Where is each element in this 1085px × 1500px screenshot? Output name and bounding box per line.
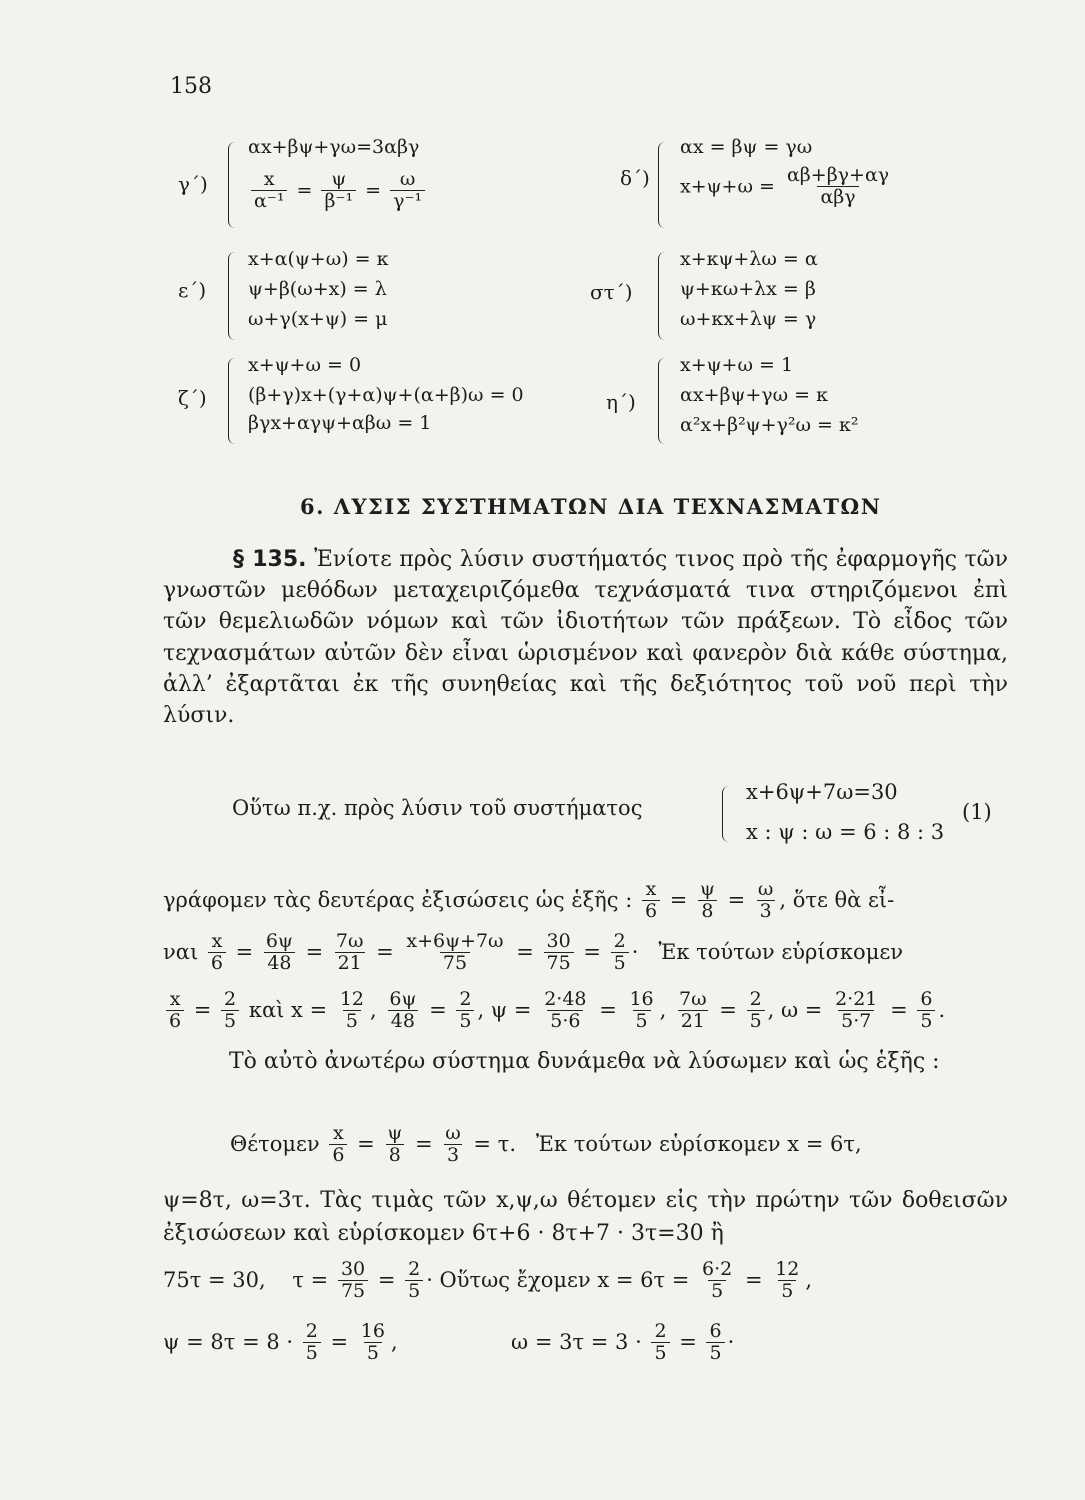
system-line: x+ψ+ω = $\frac{\alpha\beta+\beta\gamma+\alpha\gamma}{\text{αβγ}}$ [680, 164, 890, 208]
brace [658, 252, 665, 340]
system-label: στ΄) [590, 280, 633, 304]
system-label: δ΄) [620, 166, 650, 190]
math-line-5: 75τ = 30, τ = $\frac{30}{75}$ = $\frac{2}{5}$ · Οὕτως ἔχομεν x = 6τ = $\frac{6\cdot 2}{5}$ = $\frac{12}{5}$ , [163, 1258, 813, 1302]
text: Ἐκ τούτων εὑρίσκομεν [658, 939, 903, 964]
section-heading: 6. ΛΥΣΙΣ ΣΥΣΤΗΜΑΤΩΝ ΔΙΑ ΤΕΧΝΑΣΜΑΤΩΝ [300, 494, 882, 519]
paragraph-substitution: ψ=8τ, ω=3τ. Τὰς τιμὰς τῶν x,ψ,ω θέτομεν εἰς τὴν πρώτην τῶν δοθεισῶν ἐξισώσεων καὶ εὑρίσκομεν 6τ+6 · 8τ+7 · 3τ=30 ἢ [163, 1188, 1008, 1246]
system-line: x+κψ+λω = α [680, 248, 818, 270]
text: ψ = 8τ = 8 · [163, 1329, 294, 1354]
text: Οὕτως ἔχομεν x = 6τ = [439, 1267, 690, 1292]
example-intro: Οὕτω π.χ. πρὸς λύσιν τοῦ συστήματος [232, 796, 643, 820]
brace [722, 786, 729, 842]
example-equation-2: x : ψ : ω = 6 : 8 : 3 [746, 820, 945, 844]
system-line: x+ψ+ω = 0 [248, 354, 362, 376]
system-line: x+α(ψ+ω) = κ [248, 248, 389, 270]
system-line: (β+γ)x+(γ+α)ψ+(α+β)ω = 0 [248, 384, 524, 406]
paragraph-text: Ἐνίοτε πρὸς λύσιν συστήματός τινος πρὸ τῆς ἐφαρμογῆς τῶν γνωστῶν μεθόδων μεταχειριζόμεθα τεχνάσματά τινα στηριζόμενοι ἐπὶ τῶν θεμελιωδῶν νόμων καὶ τῶν ἰδιοτήτων τῶν πράξεων. Τὸ εἶδος τῶν τεχνασμάτων αὐτῶν δὲν εἶναι ὡρισμένον καὶ φανερὸν διὰ κάθε σύστημα, ἀλλ’ ἐξαρτᾶται ἐκ τῆς συνηθείας καὶ τῆς δεξιότητος τοῦ νοῦ περὶ τὴν λύσιν. [163, 547, 1008, 729]
text: Θέτομεν [230, 1131, 320, 1156]
example-equation-1: x+6ψ+7ω=30 [746, 780, 898, 804]
system-label: γ΄) [178, 172, 208, 196]
system-line: βγx+αγψ+αβω = 1 [248, 412, 432, 434]
paragraph-intro [163, 544, 1008, 731]
section-mark: § 135. [233, 547, 307, 572]
system-line: ω+γ(x+ψ) = μ [248, 308, 388, 330]
system-line: ψ+β(ω+x) = λ [248, 278, 387, 300]
brace [658, 142, 665, 228]
page-number: 158 [170, 74, 212, 99]
text: καὶ [248, 997, 285, 1022]
system-label: η΄) [606, 390, 636, 414]
brace [658, 358, 665, 444]
text: , ὅτε θὰ εἶ- [779, 887, 895, 912]
system-line: x+ψ+ω = 1 [680, 354, 794, 376]
system-line: αx+βψ+γω = κ [680, 384, 828, 406]
math-line-3: $\frac{x}{6}$ = $\frac{2}{5}$ καὶ x = $\frac{12}{5}$ , $\frac{6\psi}{48}$ = $\frac{2}{5}$ , ψ = $\frac{2\cdot 48}{5\cdot 6}$ = $\frac{16}{5}$ , $\frac{7\omega}{21}$ = $\frac{2}{5}$ , ω = $\frac{2\cdot 21}{5\cdot 7}$ = $\frac{6}{5}$ . [163, 990, 945, 1033]
text: ω = 3τ = 3 · [511, 1329, 642, 1354]
system-line: ω+κx+λψ = γ [680, 308, 817, 330]
brace [228, 252, 235, 340]
paragraph-alternative: Τὸ αὐτὸ ἀνωτέρω σύστημα δυνάμεθα νὰ λύσωμεν καὶ ὡς ἑξῆς : [229, 1049, 940, 1074]
text: γράφομεν τὰς δευτέρας ἐξισώσεις ὡς ἑξῆς : [163, 887, 633, 912]
math-line-1: γράφομεν τὰς δευτέρας ἐξισώσεις ὡς ἑξῆς : $\frac{x}{6}$ = $\frac{\psi}{8}$ = $\frac{\omega}{3}$ , ὅτε θὰ εἶ- [163, 878, 895, 922]
text: 75τ = 30, [163, 1267, 266, 1292]
math-line-6: ψ = 8τ = 8 · $\frac{2}{5}$ = $\frac{16}{5}$ , ω = 3τ = 3 · $\frac{2}{5}$ = $\frac{6}{5}$ · [163, 1320, 735, 1364]
system-line: ψ+κω+λx = β [680, 278, 816, 300]
system-label: ζ΄) [178, 386, 207, 410]
math-line-4: Θέτομεν $\frac{x}{6}$ = $\frac{\psi}{8}$ = $\frac{\omega}{3}$ = τ. Ἐκ τούτων εὑρίσκομεν x = 6τ, [230, 1122, 862, 1166]
system-line: αx = βψ = γω [680, 136, 813, 158]
system-line: αx+βψ+γω=3αβγ [248, 136, 420, 158]
system-line: $\frac{x}{\text{α⁻¹}}$ = $\frac{\psi}{\text{β⁻¹}}$ = $\frac{\omega}{\text{γ⁻¹}}$ [248, 170, 428, 213]
system-label: ε΄) [178, 278, 207, 302]
math-line-2: ναι $\frac{x}{6}$ = $\frac{6\psi}{48}$ = $\frac{7\omega}{21}$ = $\frac{x+6\psi+7\omega}{75}$ = $\frac{30}{75}$ = $\frac{2}{5}$ · Ἐκ τούτων εὑρίσκομεν [163, 930, 903, 974]
system-line: α²x+β²ψ+γ²ω = κ² [680, 414, 859, 436]
equation-number: (1) [962, 800, 992, 824]
text: ναι [163, 939, 199, 964]
text: Ἐκ τούτων εὑρίσκομεν x = 6τ, [536, 1131, 862, 1156]
brace [228, 358, 235, 444]
brace [228, 142, 235, 228]
